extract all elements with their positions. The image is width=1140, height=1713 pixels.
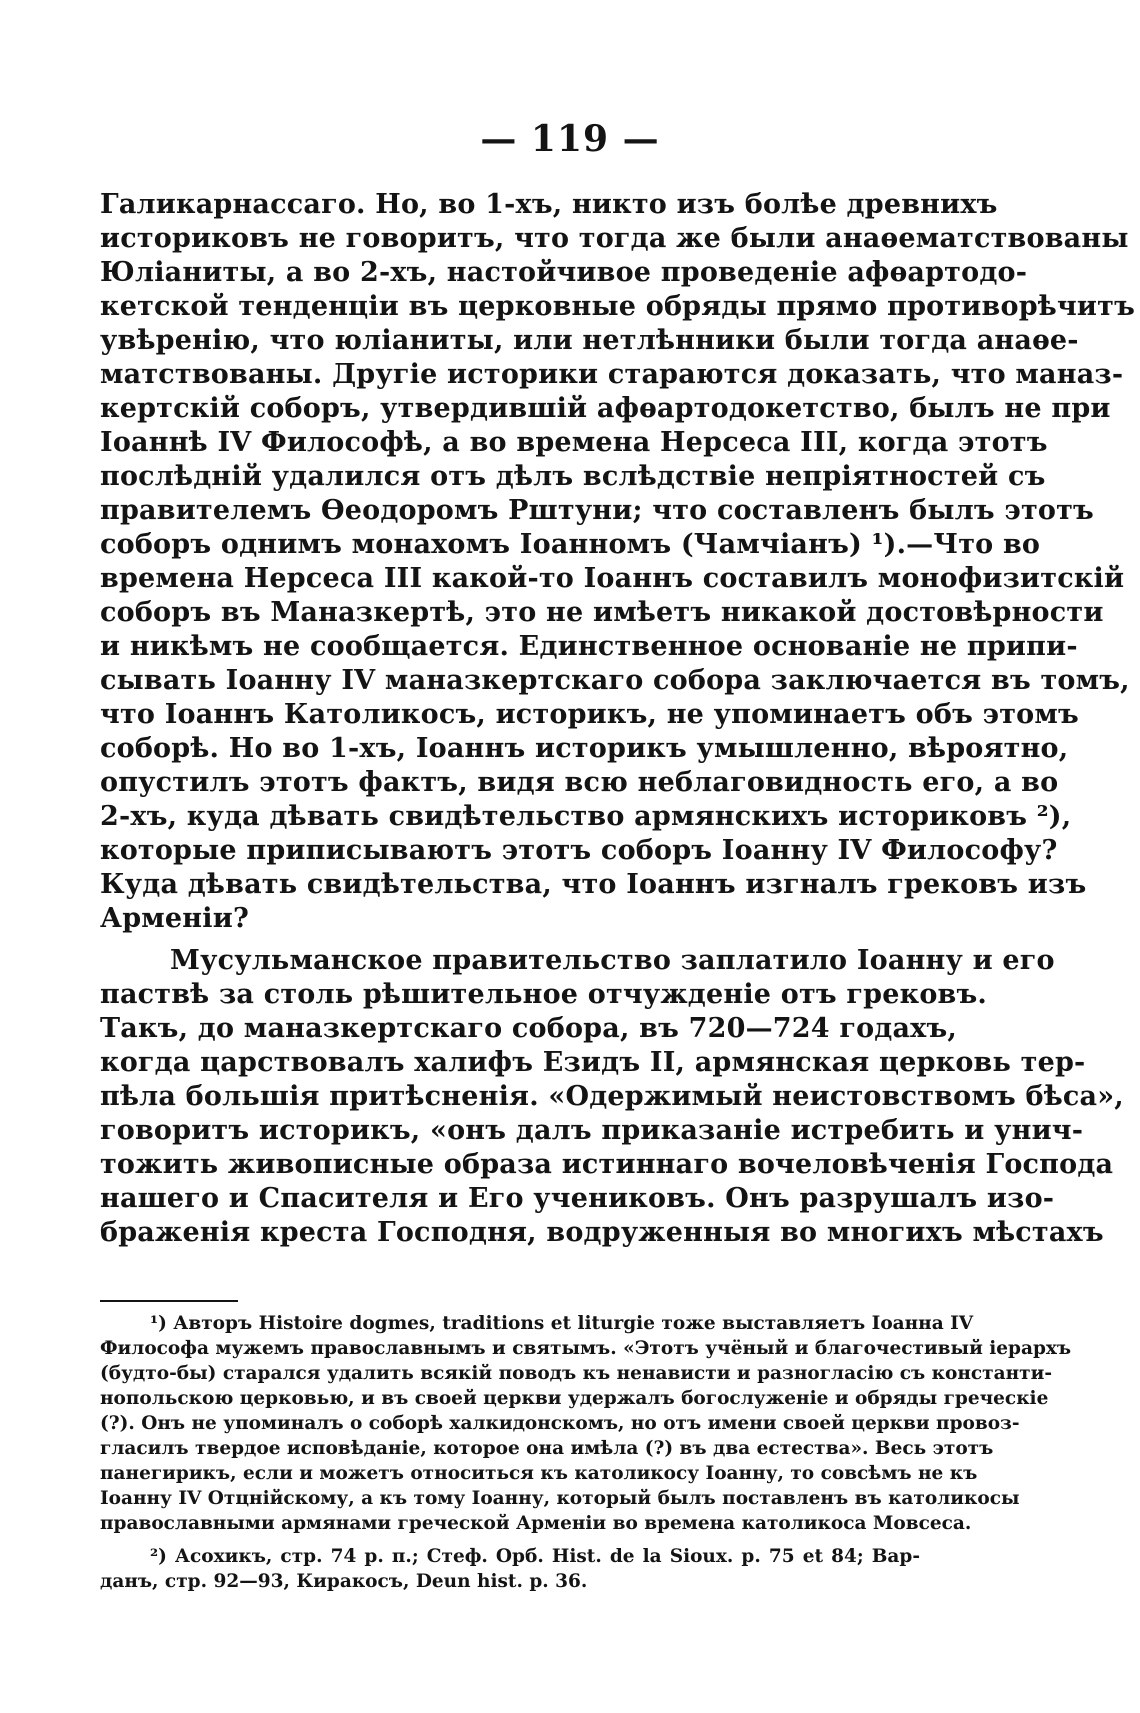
text-line: Такъ, до маназкертскаго собора, въ 720—724 годахъ, (100, 1013, 957, 1044)
footnote-line: Философа мужемъ православнымъ и святымъ. «Этотъ учёный и благочестивый іерархъ (100, 1338, 1072, 1359)
text-line: соборъ однимъ монахомъ Іоанномъ (Чамчіанъ) ¹).—Что во (100, 529, 1041, 560)
text-line: послѣдній удалился отъ дѣлъ вслѣдствіе непріятностей съ (100, 461, 1046, 492)
text-line: кертскій соборъ, утвердившій афѳартодокетство, былъ не при (100, 393, 1111, 424)
text-line: Мусульманское правительство заплатило Іоанну и его (170, 945, 1055, 976)
text-line: Галикарнассаго. Но, во 1-хъ, никто изъ болѣе древнихъ (100, 189, 998, 220)
footnote-line: (будто-бы) старался удалить всякій поводъ къ ненависти и разногласію съ константи- (100, 1363, 1053, 1384)
text-line: увѣренію, что юліаниты, или нетлѣнники были тогда анаѳе- (100, 325, 1079, 356)
footnote-line: православными армянами греческой Арменіи во времена католикоса Мовсеса. (100, 1513, 972, 1534)
text-line: Юліаниты, а во 2-хъ, настойчивое проведеніе афѳартодо- (100, 257, 1028, 288)
text-line: нашего и Спасителя и Его учениковъ. Онъ разрушалъ изо- (100, 1183, 1055, 1214)
text-line: Куда дѣвать свидѣтельства, что Іоаннъ изгналъ грековъ изъ (100, 869, 1087, 900)
text-line: Іоаннѣ IV Философѣ, а во времена Нерсеса III, когда этотъ (100, 427, 1048, 458)
footnote-line: Іоанну IV Отцнійскому, а къ тому Іоанну, который былъ поставленъ въ католикосы (100, 1488, 1020, 1509)
footnote-separator (100, 1300, 238, 1302)
text-line: соборъ въ Маназкертѣ, это не имѣетъ никакой достовѣрности (100, 597, 1104, 628)
text-line: которые приписываютъ этотъ соборъ Іоанну IV Философу? (100, 835, 1058, 866)
footnote-line: нопольскою церковью, и въ своей церкви удержалъ богослуженіе и обряды греческіе (100, 1388, 1049, 1409)
text-line: кетской тенденціи въ церковные обряды прямо противорѣчитъ (100, 291, 1135, 322)
text-line: и никѣмъ не сообщается. Единственное основаніе не припи- (100, 631, 1078, 662)
footnote-2 (100, 1544, 920, 1594)
text-line: что Іоаннъ Католикосъ, историкъ, не упоминаетъ объ этомъ (100, 699, 1079, 730)
text-line: соборѣ. Но во 1-хъ, Іоаннъ историкъ умышленно, вѣроятно, (100, 733, 1069, 764)
text-line: историковъ не говоритъ, что тогда же были анаѳематствованы (100, 223, 1129, 254)
footnote-line: (?). Онъ не упоминалъ о соборѣ халкидонскомъ, но отъ имени своей церкви провоз- (100, 1413, 1020, 1434)
text-line: тожить живописные образа истиннаго вочеловѣченія Господа (100, 1149, 1114, 1180)
text-line: 2-хъ, куда дѣвать свидѣтельство армянскихъ историковъ ²), (100, 801, 1072, 832)
text-line: опустилъ этотъ фактъ, видя всю неблаговидность его, а во (100, 767, 1059, 798)
text-line: когда царствовалъ халифъ Езидъ II, армянская церковь тер- (100, 1047, 1086, 1078)
footnote-line: ¹) Авторъ Histoire dogmes, traditions et liturgie тоже выставляетъ Іоанна IV (150, 1313, 974, 1334)
footnote-line: данъ, стр. 92—93, Киракосъ, Deun hist. р. 36. (100, 1571, 588, 1592)
footnote-line: ²) Асохикъ, стр. 74 р. п.; Стеф. Орб. Hist. de la Sioux. р. 75 et 84; Вар- (150, 1546, 920, 1567)
footnote-1 (100, 1311, 1072, 1536)
paragraph (100, 188, 1135, 936)
text-line: браженія креста Господня, водруженныя во многихъ мѣстахъ (100, 1217, 1104, 1248)
text-line: правителемъ Ѳеодоромъ Рштуни; что составленъ былъ этотъ (100, 495, 1094, 526)
text-line: говоритъ историкъ, «онъ далъ приказаніе истребить и унич- (100, 1115, 1084, 1146)
text-line: времена Нерсеса III какой-то Іоаннъ составилъ монофизитскій (100, 563, 1125, 594)
footnote-line: гласилъ твердое исповѣданіе, которое она имѣла (?) въ два естества». Весь этотъ (100, 1438, 994, 1459)
text-line: матствованы. Другіе историки стараются доказать, что маназ- (100, 359, 1124, 390)
paragraph (100, 944, 1124, 1250)
text-line: сывать Іоанну IV маназкертскаго собора заключается въ томъ, (100, 665, 1130, 696)
page-number: — 119 — (480, 118, 660, 160)
footnote-line: панегирикъ, если и можетъ относиться къ католикосу Іоанну, то совсѣмъ не къ (100, 1463, 978, 1484)
footnotes (100, 1311, 1072, 1594)
body-text (100, 188, 1135, 1250)
text-line: Арменіи? (100, 903, 249, 934)
text-line: паствѣ за столь рѣшительное отчужденіе отъ грековъ. (100, 979, 988, 1010)
text-line: пѣла большія притѣсненія. «Одержимый неистовствомъ бѣса», (100, 1081, 1124, 1112)
